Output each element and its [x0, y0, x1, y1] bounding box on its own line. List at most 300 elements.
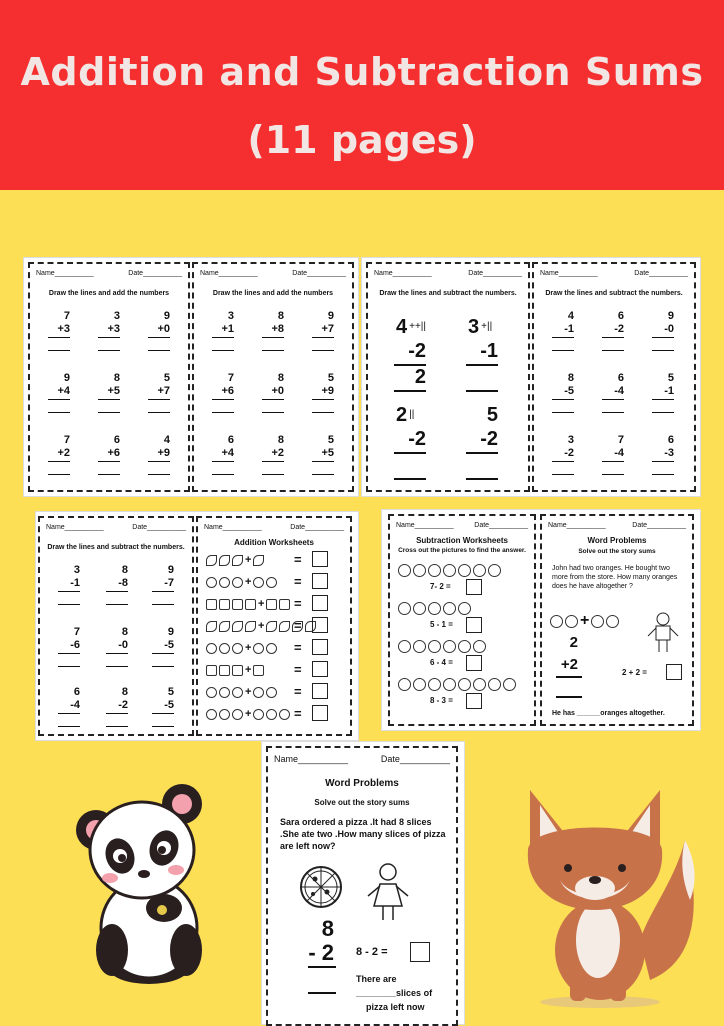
problem-top: 8 — [121, 626, 128, 638]
math-problem — [102, 564, 128, 605]
answer-box — [466, 693, 482, 709]
problem-top: 8 — [113, 372, 120, 384]
answer-line — [552, 400, 574, 413]
picture-icon — [219, 621, 230, 632]
tally-marks: ++|| — [409, 321, 426, 332]
answer-line — [652, 400, 674, 413]
problem-bottom: -4 — [614, 447, 624, 459]
worksheet-word-problem-1 — [540, 514, 694, 726]
vertical-top: 8 — [321, 916, 334, 941]
problem-top: 7 — [617, 434, 624, 446]
answer-line — [466, 478, 498, 480]
picture-icon — [473, 678, 486, 691]
problem-bottom: -4 — [614, 385, 624, 397]
picture-sum-row — [206, 554, 264, 566]
answer-line — [98, 338, 120, 351]
plus-sign: + — [580, 612, 590, 629]
equation: 2 + 2 = — [622, 668, 647, 677]
story-text: John had two oranges. He bought two more from the store. How many oranges does he have altogether ? — [552, 565, 678, 590]
equation: 8 - 2 = — [356, 946, 388, 958]
math-problem — [54, 686, 80, 727]
answer-line — [58, 592, 80, 605]
tally-marks: || — [409, 409, 415, 420]
picture-icon — [232, 687, 243, 698]
answer-line — [48, 338, 70, 351]
problem-top: 8 — [277, 434, 284, 446]
picture-icon — [266, 577, 277, 588]
math-problem — [94, 434, 120, 475]
math-problem — [94, 372, 120, 413]
problem-top: 6 — [617, 372, 624, 384]
worksheet-title: Word Problems — [325, 778, 399, 789]
answer-box — [312, 551, 328, 567]
math-problem — [144, 310, 170, 351]
plus-sign: + — [258, 620, 265, 632]
problem-bottom: +3 — [107, 323, 120, 335]
picture-icon — [398, 602, 411, 615]
name-date-line: Name__________ Date__________ — [46, 524, 186, 531]
orange-icons — [550, 612, 619, 630]
math-problem — [148, 626, 174, 667]
problem-top: 8 — [567, 372, 574, 384]
picture-icon — [398, 640, 411, 653]
problem-bottom: +9 — [157, 447, 170, 459]
answer-line — [58, 654, 80, 667]
panda-illustration — [64, 778, 234, 990]
subtraction-equation: 7- 2 = — [430, 582, 451, 591]
answer-box — [312, 661, 328, 677]
math-problem — [548, 310, 574, 351]
problem-bottom: -5 — [164, 699, 174, 711]
math-problem — [308, 372, 334, 413]
equals-sign: = — [294, 684, 302, 699]
answer-line — [394, 390, 426, 392]
picture-icon — [206, 643, 217, 654]
problem-top: 4 — [163, 434, 170, 446]
vertical-top: 2 — [569, 634, 578, 651]
name-date-line: Name__________ Date__________ — [396, 522, 528, 529]
answer-line — [312, 462, 334, 475]
picture-icon — [219, 577, 230, 588]
picture-icon — [232, 643, 243, 654]
picture-icon — [206, 599, 217, 610]
picture-icon — [219, 643, 230, 654]
problem-top: 5 — [163, 372, 170, 384]
preview-group-word — [382, 510, 700, 730]
math-problem — [148, 686, 174, 727]
math-problem — [258, 372, 284, 413]
math-problem — [102, 686, 128, 727]
answer-line — [552, 338, 574, 351]
picture-icon — [413, 602, 426, 615]
plus-sign: + — [245, 576, 252, 588]
worksheet-title: Word Problems — [587, 536, 647, 545]
answer-line — [262, 338, 284, 351]
problem-bottom: -0 — [664, 323, 674, 335]
math-problem — [598, 310, 624, 351]
picture-icon — [245, 621, 256, 632]
answer-box — [666, 664, 682, 680]
big-bottom: -2 — [408, 428, 426, 450]
answer-box — [466, 579, 482, 595]
problem-top: 3 — [113, 310, 120, 322]
problem-top: 9 — [667, 310, 674, 322]
problem-bottom: -3 — [664, 447, 674, 459]
answer-line — [48, 400, 70, 413]
answer-line — [152, 654, 174, 667]
orange-icon — [550, 615, 563, 628]
problem-top: 6 — [73, 686, 80, 698]
girl-icon — [364, 862, 412, 924]
problem-bottom: +0 — [271, 385, 284, 397]
picture-icon — [398, 678, 411, 691]
math-problem — [648, 434, 674, 475]
instructions: Cross out the pictures to find the answer. — [398, 547, 526, 554]
problem-top: 5 — [667, 372, 674, 384]
picture-icon — [206, 621, 217, 632]
big-top: 2 || — [396, 404, 415, 426]
problem-bottom: +2 — [271, 447, 284, 459]
name-date-line: Name__________ Date__________ — [548, 522, 686, 529]
name-date-line: Name__________ Date__________ — [200, 270, 346, 277]
math-problem — [258, 310, 284, 351]
picture-icon — [253, 709, 264, 720]
problem-top: 6 — [113, 434, 120, 446]
problem-bottom: -6 — [70, 639, 80, 651]
tally-marks: +|| — [481, 321, 493, 332]
picture-icon — [279, 621, 290, 632]
answer-line — [148, 462, 170, 475]
sum-line — [466, 364, 498, 366]
problem-bottom: +7 — [157, 385, 170, 397]
picture-sum-row — [206, 708, 290, 720]
picture-icon — [253, 687, 264, 698]
problem-bottom: -5 — [164, 639, 174, 651]
problem-bottom: +3 — [57, 323, 70, 335]
answer-line — [602, 400, 624, 413]
picture-sum-row — [206, 642, 277, 654]
problem-bottom: +4 — [57, 385, 70, 397]
answer-line — [652, 338, 674, 351]
equals-sign: = — [294, 662, 302, 677]
problem-top: 9 — [163, 310, 170, 322]
answer-line — [98, 462, 120, 475]
sum-line — [466, 452, 498, 454]
plus-sign: + — [245, 664, 252, 676]
equals-sign: = — [294, 574, 302, 589]
problem-bottom: -2 — [614, 323, 624, 335]
banner-subtitle: (11 pages) — [247, 118, 477, 162]
answer-line — [106, 654, 128, 667]
name-date-line: Name__________ Date__________ — [204, 524, 344, 531]
problem-bottom: -8 — [118, 577, 128, 589]
math-problem — [54, 626, 80, 667]
math-problem — [148, 564, 174, 605]
problem-top: 7 — [63, 310, 70, 322]
math-problem — [54, 564, 80, 605]
picture-icon — [458, 678, 471, 691]
answer-box — [410, 942, 430, 962]
math-problem — [208, 372, 234, 413]
picture-icon — [413, 678, 426, 691]
picture-icon — [266, 709, 277, 720]
story-text: Sara ordered a pizza .It had 8 slices .She ate two .How many slices of pizza are left now? — [280, 817, 446, 851]
picture-icon — [266, 643, 277, 654]
problem-bottom: +6 — [221, 385, 234, 397]
picture-icon — [219, 709, 230, 720]
answer-line — [152, 714, 174, 727]
problem-bottom: +2 — [57, 447, 70, 459]
picture-icon — [458, 640, 471, 653]
vertical-bottom: +2 — [560, 656, 578, 673]
problem-top: 9 — [327, 310, 334, 322]
problem-bottom: -1 — [664, 385, 674, 397]
math-problem — [144, 434, 170, 475]
problem-top: 6 — [667, 434, 674, 446]
picture-icon — [245, 599, 256, 610]
picture-icon — [206, 555, 217, 566]
problem-top: 3 — [567, 434, 574, 446]
answer-box — [312, 573, 328, 589]
problem-bottom: +4 — [221, 447, 234, 459]
math-problem — [648, 310, 674, 351]
boy-icon — [646, 612, 680, 654]
problem-bottom: +8 — [271, 323, 284, 335]
banner-title: Addition and Subtraction Sums — [20, 50, 704, 94]
answer-line — [106, 592, 128, 605]
name-date-line: Name__________ Date__________ — [36, 270, 182, 277]
picture-icon — [279, 599, 290, 610]
problem-top: 7 — [63, 434, 70, 446]
answer-line — [308, 992, 336, 994]
math-problem — [208, 310, 234, 351]
picture-icon — [253, 577, 264, 588]
equals-sign: = — [294, 552, 302, 567]
math-problem — [208, 434, 234, 475]
worksheet-word-problem-2 — [266, 746, 458, 1026]
math-problem — [598, 372, 624, 413]
subtraction-equation: 6 - 4 = — [430, 658, 453, 667]
problem-bottom: +0 — [157, 323, 170, 335]
problem-top: 7 — [73, 626, 80, 638]
math-problem — [648, 372, 674, 413]
picture-icon — [219, 687, 230, 698]
answer-box — [312, 683, 328, 699]
problem-top: 5 — [327, 434, 334, 446]
picture-icon — [232, 599, 243, 610]
problem-bottom: -7 — [164, 577, 174, 589]
picture-icon — [232, 555, 243, 566]
worksheet-subtitle: Solve out the story sums — [578, 548, 656, 555]
plus-sign: + — [258, 598, 265, 610]
answer-line — [556, 676, 582, 678]
big-bottom: -2 — [480, 428, 498, 450]
picture-sum-row — [206, 686, 277, 698]
picture-icon — [253, 555, 264, 566]
picture-row — [398, 640, 486, 653]
problem-top: 3 — [73, 564, 80, 576]
picture-icon — [428, 602, 441, 615]
answer-line — [212, 400, 234, 413]
math-problem — [258, 434, 284, 475]
worksheet-addition-pictures — [196, 516, 352, 736]
picture-icon — [443, 602, 456, 615]
plus-sign: + — [245, 642, 252, 654]
answer-line — [308, 966, 336, 968]
problem-bottom: -1 — [564, 323, 574, 335]
worksheet-subtraction-pictures — [388, 514, 536, 726]
problem-bottom: -5 — [564, 385, 574, 397]
preview-group-subtraction — [362, 258, 700, 496]
picture-icon — [219, 599, 230, 610]
vertical-bottom: - 2 — [308, 940, 334, 965]
picture-icon — [266, 687, 277, 698]
picture-icon — [266, 621, 277, 632]
picture-icon — [503, 678, 516, 691]
answer-line — [152, 592, 174, 605]
picture-icon — [279, 709, 290, 720]
picture-icon — [428, 678, 441, 691]
math-problem — [44, 434, 70, 475]
answer-line — [212, 338, 234, 351]
math-problem — [548, 434, 574, 475]
problem-top: 7 — [227, 372, 234, 384]
picture-icon — [443, 678, 456, 691]
answer-line — [312, 338, 334, 351]
picture-icon — [232, 621, 243, 632]
answer-line — [48, 462, 70, 475]
equals-sign: = — [294, 640, 302, 655]
big-bottom: -2 — [408, 340, 426, 362]
answer-line — [262, 462, 284, 475]
problem-top: 8 — [277, 310, 284, 322]
math-problem — [44, 310, 70, 351]
math-problem — [308, 310, 334, 351]
picture-sum-row — [206, 664, 264, 676]
problem-top: 3 — [227, 310, 234, 322]
answer-box — [312, 705, 328, 721]
picture-icon — [266, 599, 277, 610]
instructions: Draw the lines and subtract the numbers. — [47, 544, 185, 551]
picture-icon — [219, 555, 230, 566]
problem-bottom: -4 — [70, 699, 80, 711]
plus-sign: + — [245, 686, 252, 698]
orange-icon — [606, 615, 619, 628]
problem-bottom: -0 — [118, 639, 128, 651]
instructions: Draw the lines and add the numbers — [48, 290, 170, 297]
math-problem — [94, 310, 120, 351]
answer-line — [262, 400, 284, 413]
worksheet-subtraction-1 — [532, 262, 696, 492]
answer-box — [312, 617, 328, 633]
picture-icon — [458, 564, 471, 577]
answer-line — [106, 714, 128, 727]
problem-top: 6 — [227, 434, 234, 446]
picture-icon — [232, 665, 243, 676]
picture-icon — [488, 678, 501, 691]
answer-line — [58, 714, 80, 727]
problem-top: 8 — [121, 564, 128, 576]
instructions: Draw the lines and subtract the numbers. — [379, 290, 517, 297]
problem-top: 8 — [121, 686, 128, 698]
worksheet-title: Addition Worksheets — [234, 538, 314, 547]
title-banner — [0, 0, 724, 190]
picture-row — [398, 564, 501, 577]
answer-line — [602, 462, 624, 475]
problem-top: 5 — [167, 686, 174, 698]
math-problem — [308, 434, 334, 475]
picture-icon — [413, 640, 426, 653]
pizza-icon — [298, 864, 344, 910]
big-top: 3 +|| — [468, 316, 493, 338]
answer-line — [652, 462, 674, 475]
preview-group-pizza — [262, 742, 464, 1024]
worksheet-addition-1 — [28, 262, 190, 492]
equals-sign: = — [294, 596, 302, 611]
math-problem — [102, 626, 128, 667]
subtraction-equation: 5 - 1 = — [430, 620, 453, 629]
picture-icon — [458, 602, 471, 615]
worksheet-subtraction-2 — [38, 516, 194, 736]
problem-bottom: -1 — [70, 577, 80, 589]
picture-row — [398, 602, 471, 615]
answer-box — [312, 639, 328, 655]
worksheet-addition-2 — [192, 262, 354, 492]
picture-icon — [206, 577, 217, 588]
answer-line — [98, 400, 120, 413]
orange-icon — [565, 615, 578, 628]
preview-group-addition — [24, 258, 358, 496]
answer-line — [212, 462, 234, 475]
answer-line — [556, 696, 582, 698]
answer-box — [466, 655, 482, 671]
problem-top: 6 — [617, 310, 624, 322]
worksheet-subtraction-big — [366, 262, 530, 492]
equals-sign: = — [294, 706, 302, 721]
problem-top: 9 — [63, 372, 70, 384]
picture-icon — [443, 564, 456, 577]
answer-line-3: pizza left now — [366, 1002, 425, 1012]
problem-top: 8 — [277, 372, 284, 384]
problem-top: 9 — [167, 564, 174, 576]
answer-line-2: ________slices of — [356, 988, 433, 998]
picture-icon — [473, 640, 486, 653]
picture-icon — [253, 643, 264, 654]
answer-line-1: There are — [356, 974, 397, 984]
problem-bottom: +1 — [221, 323, 234, 335]
picture-icon — [428, 564, 441, 577]
plus-sign: + — [245, 708, 252, 720]
worksheet-subtitle: Solve out the story sums — [314, 798, 410, 807]
name-date-line: Name__________ Date__________ — [274, 754, 450, 764]
picture-sum-row — [206, 598, 290, 610]
answer-line — [148, 400, 170, 413]
picture-icon — [232, 577, 243, 588]
picture-icon — [206, 687, 217, 698]
picture-icon — [413, 564, 426, 577]
answer-line — [466, 390, 498, 392]
picture-icon — [219, 665, 230, 676]
picture-sum-row — [206, 576, 277, 588]
picture-row — [398, 678, 516, 691]
answer-line — [148, 338, 170, 351]
subtraction-equation: 8 - 3 = — [430, 696, 453, 705]
instructions: Draw the lines and add the numbers — [212, 290, 334, 297]
equals-sign: = — [294, 618, 302, 633]
math-problem — [144, 372, 170, 413]
sum-line — [394, 452, 426, 454]
big-top: 5 — [486, 404, 498, 426]
